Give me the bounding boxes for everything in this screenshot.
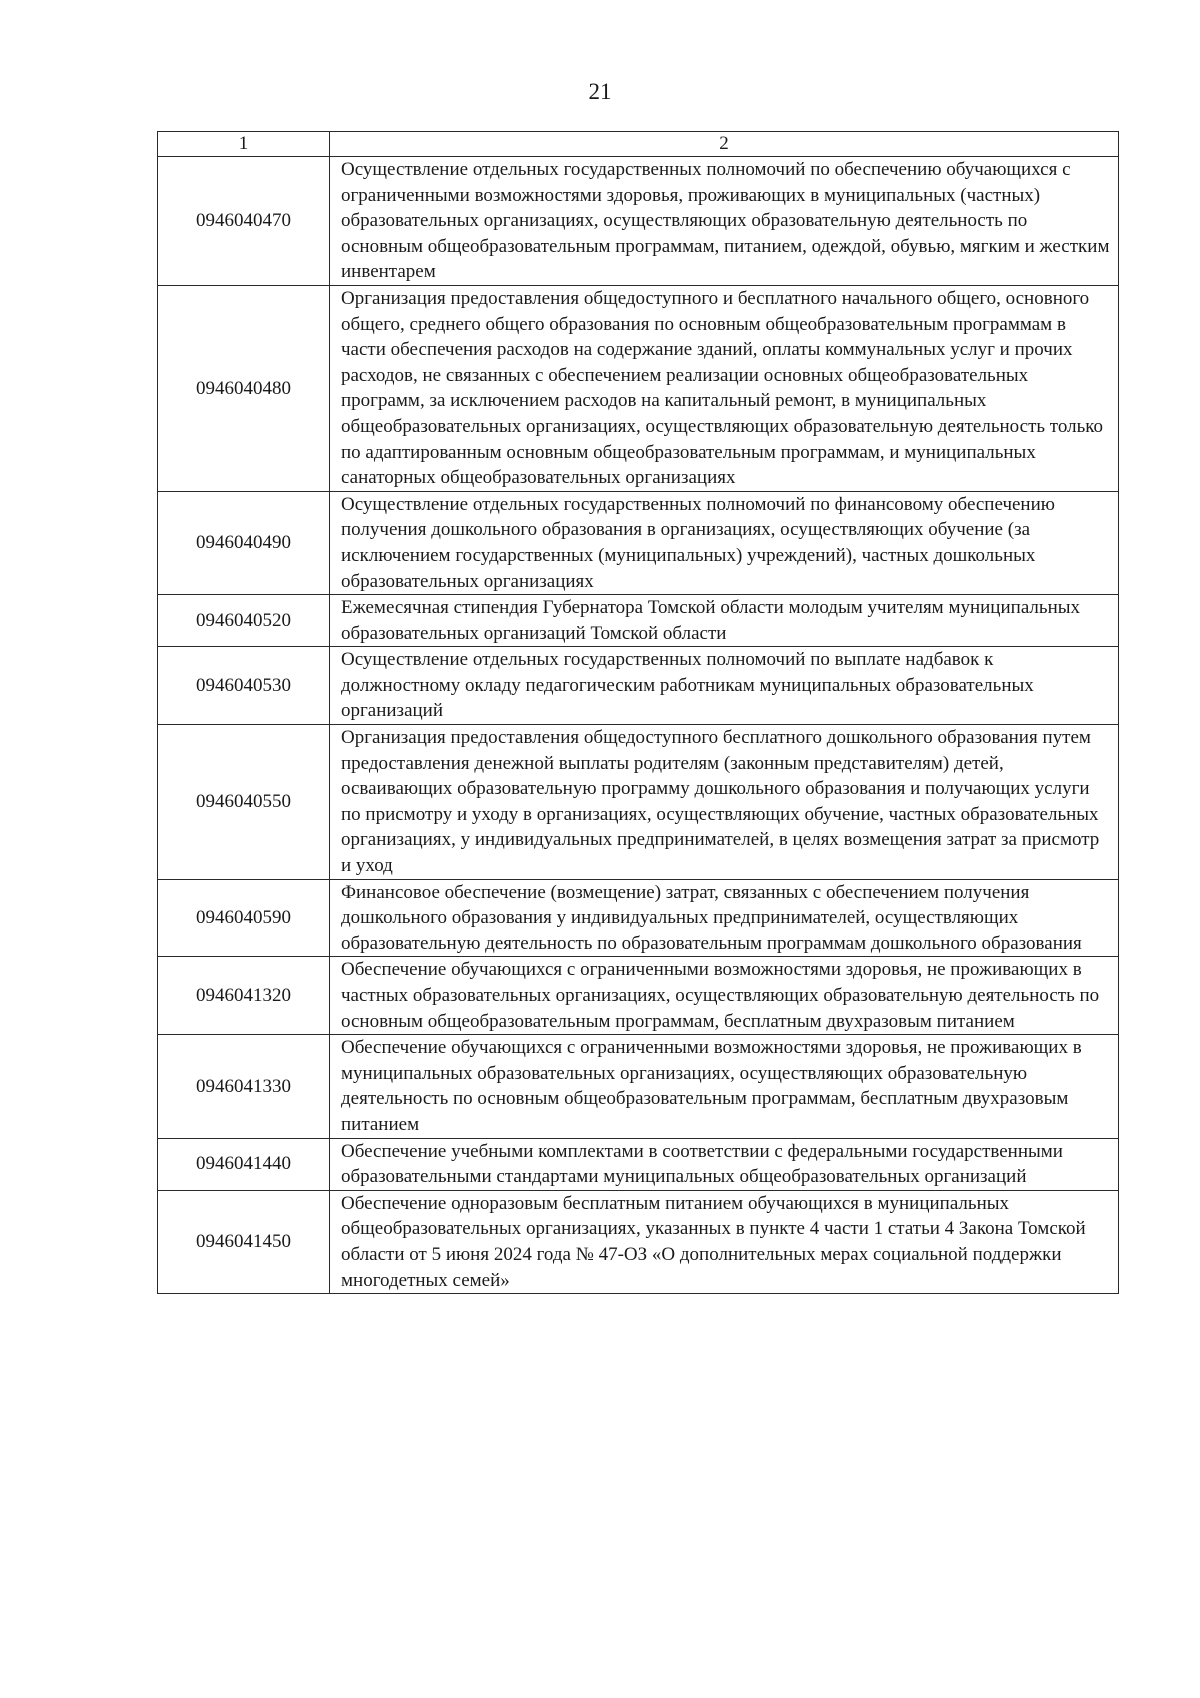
row-code: 0946040590	[158, 879, 330, 957]
table-row	[158, 647, 1119, 725]
row-description: Обеспечение одноразовым бесплатным питанием обучающихся в муниципальных общеобразовательных организациях, указанных в пункте 4 части 1 статьи 4 Закона Томской области от 5 июня 2024 года № 47-ОЗ «О дополнительных мерах социальной поддержки многодетных семей»	[330, 1190, 1119, 1293]
row-code: 0946040550	[158, 725, 330, 880]
row-code: 0946040530	[158, 647, 330, 725]
table-header-row	[158, 132, 1119, 157]
table-row	[158, 491, 1119, 594]
table-row	[158, 1138, 1119, 1190]
page-number: 21	[588, 79, 612, 104]
budget-codes-table	[157, 131, 1119, 1294]
row-description: Осуществление отдельных государственных полномочий по финансовому обеспечению получения дошкольного образования в организациях, осуществляющих обучение (за исключением государственных (муниципальных) учреждений), частных дошкольных образовательных организациях	[330, 491, 1119, 594]
table-row	[158, 1190, 1119, 1293]
row-code: 0946040520	[158, 595, 330, 647]
row-description: Обеспечение учебными комплектами в соответствии с федеральными государственными образовательными стандартами муниципальных общеобразовательных организаций	[330, 1138, 1119, 1190]
row-code: 0946041450	[158, 1190, 330, 1293]
row-code: 0946041320	[158, 957, 330, 1035]
table-row	[158, 157, 1119, 286]
row-description: Ежемесячная стипендия Губернатора Томской области молодым учителям муниципальных образовательных организаций Томской области	[330, 595, 1119, 647]
row-description: Осуществление отдельных государственных полномочий по выплате надбавок к должностному окладу педагогическим работникам муниципальных образовательных организаций	[330, 647, 1119, 725]
column-header-2: 2	[330, 132, 1119, 157]
row-description: Обеспечение обучающихся с ограниченными возможностями здоровья, не проживающих в муниципальных образовательных организациях, осуществляющих образовательную деятельность по основным общеобразовательным программам, бесплатным двухразовым питанием	[330, 1035, 1119, 1138]
row-description: Финансовое обеспечение (возмещение) затрат, связанных с обеспечением получения дошкольного образования у индивидуальных предпринимателей, осуществляющих образовательную деятельность по образовательным программам дошкольного образования	[330, 879, 1119, 957]
row-code: 0946040490	[158, 491, 330, 594]
table-row	[158, 879, 1119, 957]
row-description: Обеспечение обучающихся с ограниченными возможностями здоровья, не проживающих в частных образовательных организациях, осуществляющих образовательную деятельность по основным общеобразовательным программам, бесплатным двухразовым питанием	[330, 957, 1119, 1035]
table-row	[158, 595, 1119, 647]
table-row	[158, 957, 1119, 1035]
row-description: Организация предоставления общедоступного и бесплатного начального общего, основного общего, среднего общего образования по основным общеобразовательным программам в части обеспечения расходов на содержание зданий, оплаты коммунальных услуг и прочих расходов, не связанных с обеспечением реализации основных общеобразовательных программ, за исключением расходов на капитальный ремонт, в муниципальных общеобразовательных организациях, осуществляющих образовательную деятельность только по адаптированным основным общеобразовательным программам, и муниципальных санаторных общеобразовательных организациях	[330, 285, 1119, 491]
row-code: 0946041440	[158, 1138, 330, 1190]
row-description: Осуществление отдельных государственных полномочий по обеспечению обучающихся с ограниченными возможностями здоровья, проживающих в муниципальных (частных) образовательных организациях, осуществляющих образовательную деятельность по основным общеобразовательным программам, питанием, одеждой, обувью, мягким и жестким инвентарем	[330, 157, 1119, 286]
row-code: 0946040470	[158, 157, 330, 286]
row-code: 0946040480	[158, 285, 330, 491]
table-row	[158, 285, 1119, 491]
row-description: Организация предоставления общедоступного бесплатного дошкольного образования путем предоставления денежной выплаты родителям (законным представителям) детей, осваивающих образовательную программу дошкольного образования и получающих услуги по присмотру и уходу в организациях, осуществляющих обучение, частных образовательных организациях, у индивидуальных предпринимателей, в целях возмещения затрат за присмотр и уход	[330, 725, 1119, 880]
row-code: 0946041330	[158, 1035, 330, 1138]
table-row	[158, 725, 1119, 880]
column-header-1: 1	[158, 132, 330, 157]
table-row	[158, 1035, 1119, 1138]
